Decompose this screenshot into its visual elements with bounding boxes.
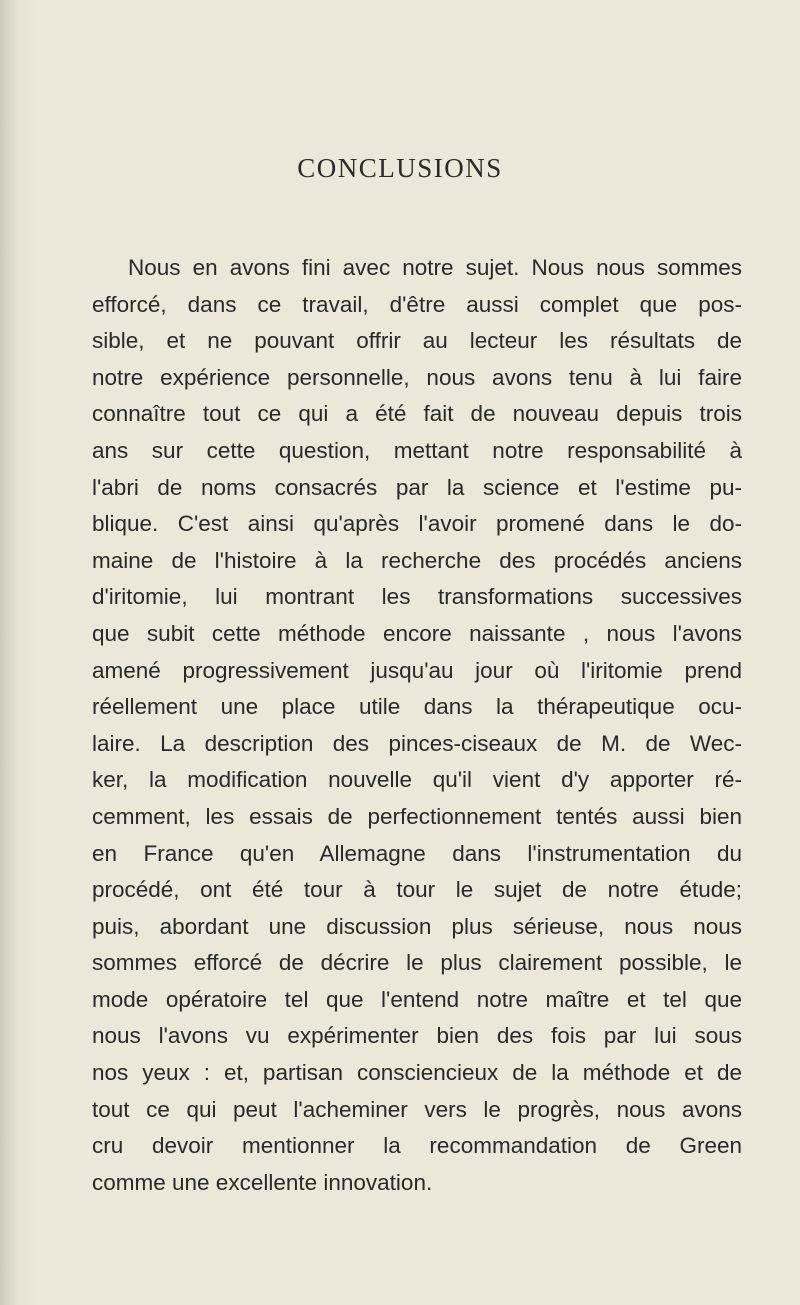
text-line: en France qu'en Allemagne dans l'instrumentation du	[92, 840, 742, 866]
text-line: ker, la modification nouvelle qu'il vient d'y apporter ré-	[92, 767, 742, 793]
text-line: efforcé, dans ce travail, d'être aussi complet que pos-	[92, 291, 742, 317]
text-line: ans sur cette question, mettant notre responsabilité à	[92, 437, 742, 463]
text-line: nous l'avons vu expérimenter bien des fois par lui sous	[92, 1023, 742, 1049]
text-line: mode opératoire tel que l'entend notre maître et tel que	[92, 986, 742, 1012]
text-line: nos yeux : et, partisan consciencieux de la méthode et de	[92, 1060, 742, 1086]
text-line: maine de l'histoire à la recherche des procédés anciens	[92, 547, 742, 573]
text-line: sommes efforcé de décrire le plus clairement possible, le	[92, 950, 742, 976]
text-line: notre expérience personnelle, nous avons tenu à lui faire	[92, 364, 742, 390]
text-line: d'iritomie, lui montrant les transformations successives	[92, 584, 742, 610]
text-line: sible, et ne pouvant offrir au lecteur les résultats de	[92, 328, 742, 354]
text-line: réellement une place utile dans la thérapeutique ocu-	[92, 694, 742, 720]
text-line: laire. La description des pinces-ciseaux de M. de Wec-	[92, 730, 742, 756]
page-heading: CONCLUSIONS	[297, 153, 503, 183]
text-line: blique. C'est ainsi qu'après l'avoir promené dans le do-	[92, 511, 742, 537]
text-line: procédé, ont été tour à tour le sujet de notre étude;	[92, 877, 742, 903]
text-line: puis, abordant une discussion plus sérieuse, nous nous	[92, 913, 742, 939]
text-line: Nous en avons fini avec notre sujet. Nous nous sommes	[128, 255, 742, 280]
text-line: cru devoir mentionner la recommandation de Green	[92, 1133, 742, 1159]
body-paragraph	[92, 250, 742, 1201]
text-line: que subit cette méthode encore naissante , nous l'avons	[92, 620, 742, 646]
text-line: cemment, les essais de perfectionnement tentés aussi bien	[92, 803, 742, 829]
text-line: connaître tout ce qui a été fait de nouveau depuis trois	[92, 401, 742, 427]
text-line: tout ce qui peut l'acheminer vers le progrès, nous avons	[92, 1096, 742, 1122]
text-line: l'abri de noms consacrés par la science et l'estime pu-	[92, 474, 742, 500]
text-line: amené progressivement jusqu'au jour où l'iritomie prend	[92, 657, 742, 683]
text-line: comme une excellente innovation.	[92, 1169, 433, 1195]
